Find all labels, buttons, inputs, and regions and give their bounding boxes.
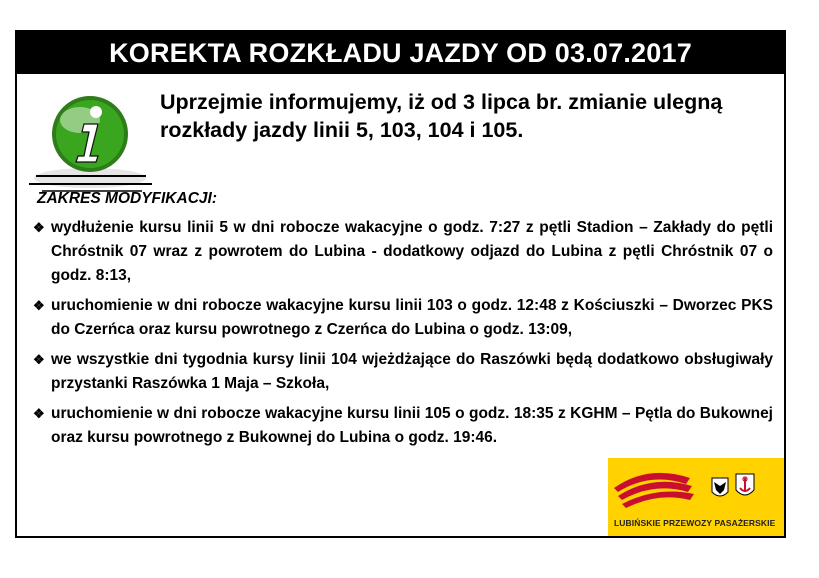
intro-text [160,88,780,144]
intro-line-2: rozkłady jazdy linii 5, 103, 104 i 105. [160,118,524,142]
list-item [33,402,773,450]
modification-list [33,216,773,456]
list-item [33,294,773,342]
info-icon [24,90,154,200]
list-item [33,348,773,396]
section-title: ZAKRES MODYFIKACJI: [37,190,217,207]
list-item-text: we wszystkie dni tygodnia kursy linii 104 wjeżdżające do Raszówki będą dodatkowo obsługiwały przystanki Raszówka 1 Maja – Szkoła, [51,351,773,392]
bullet-icon: ❖ [33,298,45,313]
list-item-text: wydłużenie kursu linii 5 w dni robocze wakacyjne o godz. 7:27 z pętli Stadion – Zakłady do pętli Chróstnik 07 wraz z powrotem do Lubina - dodatkowy odjazd do Lubina z pętli Chróstnik 07 o godz. 8:13, [51,219,773,284]
list-item [33,216,773,288]
logo-text: LUBIŃSKIE PRZEWOZY PASAŻERSKIE [614,518,776,528]
bullet-icon: ❖ [33,352,45,367]
bullet-icon: ❖ [33,406,45,421]
notice-frame [15,30,786,538]
lpp-logo [608,458,784,536]
list-item-text: uruchomienie w dni robocze wakacyjne kursu linii 103 o godz. 12:48 z Kościuszki – Dworzec PKS do Czerńca oraz kursu powrotnego z Czerńca do Lubina o godz. 13:09, [51,297,773,338]
list-item-text: uruchomienie w dni robocze wakacyjne kursu linii 105 o godz. 18:35 z KGHM – Pętla do Bukownej oraz kursu powrotnego z Bukownej do Lubina o godz. 19:46. [51,405,773,446]
intro-line-1: Uprzejmie informujemy, iż od 3 lipca br. zmianie ulegną [160,90,723,114]
bullet-icon: ❖ [33,220,45,235]
notice-title: KOREKTA ROZKŁADU JAZDY OD 03.07.2017 [17,32,784,74]
